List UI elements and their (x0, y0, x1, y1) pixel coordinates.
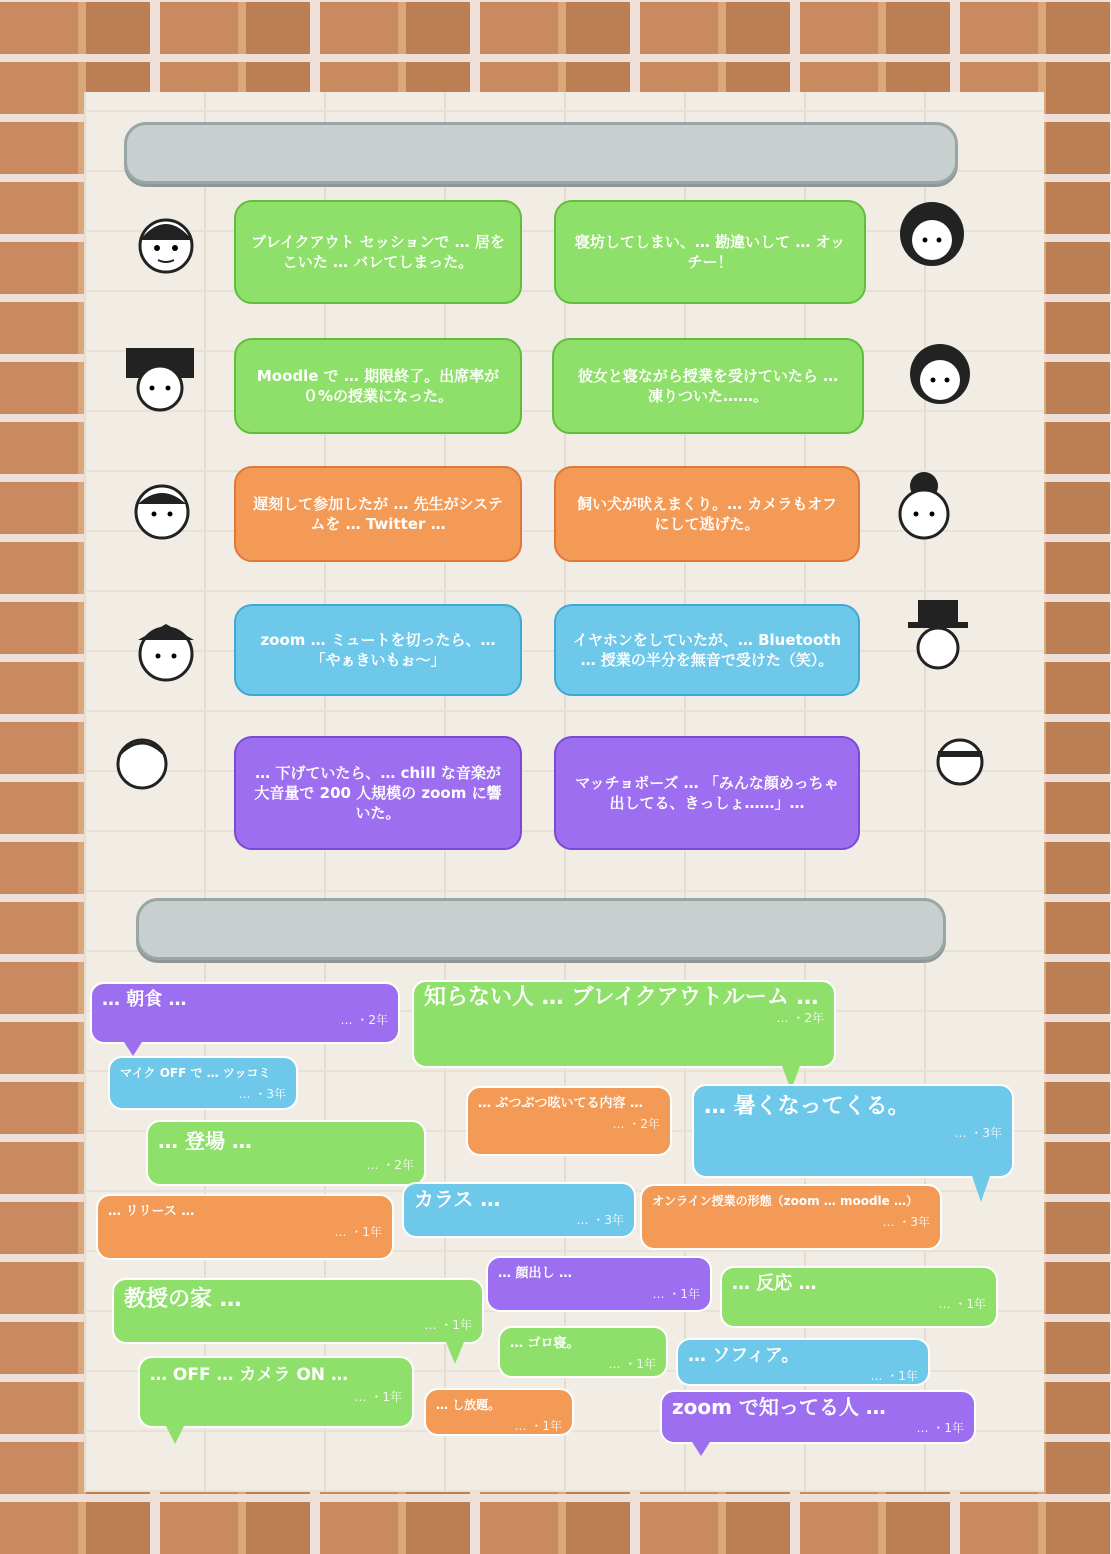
comment-credit: … ・1年 (334, 1225, 382, 1239)
comment-credit: … ・1年 (514, 1419, 562, 1433)
comment-text: … 暑くなってくる。 (704, 1094, 910, 1119)
comment-credit: … ・2年 (776, 1011, 824, 1025)
comment-credit: … ・3年 (238, 1087, 286, 1101)
comment-credit: … ・3年 (576, 1213, 624, 1227)
bottom-banner (136, 898, 946, 960)
comment-text: マイク OFF で … ツッコミ (120, 1066, 271, 1080)
comment-bubble (112, 1278, 484, 1344)
top-banner (124, 122, 958, 184)
comment-credit: … ・3年 (954, 1126, 1002, 1140)
comment-text: … リリース … (108, 1204, 195, 1219)
story-bubble (234, 466, 522, 562)
story-bubble (554, 604, 860, 696)
story-text: 寝坊してしまい、… 勘違いして … オッチー！ (574, 233, 846, 271)
comment-bubble (466, 1086, 672, 1156)
comment-text: … し放題。 (436, 1398, 501, 1412)
comment-credit: … ・1年 (424, 1318, 472, 1332)
comment-bubble (424, 1388, 574, 1436)
bubble-tail (446, 1342, 464, 1364)
comment-bubble (412, 980, 836, 1068)
comment-text: 知らない人 … ブレイクアウトルーム … (424, 985, 819, 1010)
story-bubble (554, 736, 860, 850)
story-text: イヤホンをしていたが、… Bluetooth … 授業の半分を無音で受けた（笑）。 (572, 631, 842, 669)
face-icon (122, 470, 202, 550)
comment-text: zoom で知ってる人 … (672, 1395, 886, 1419)
bubble-tail (166, 1426, 184, 1444)
comment-bubble (660, 1390, 976, 1444)
comment-bubble (640, 1184, 942, 1250)
story-text: 飼い犬が吠えまくり。… カメラもオフにして逃げた。 (577, 495, 837, 533)
comment-credit: … ・1年 (652, 1287, 700, 1301)
story-bubble (234, 338, 522, 434)
comment-bubble (90, 982, 400, 1044)
comment-text: オンライン授業の形態（zoom … moodle …） (652, 1194, 918, 1208)
story-text: 彼女と寝ながら授業を受けていたら … 凍りついた……。 (577, 367, 839, 405)
comment-credit: … ・1年 (354, 1390, 402, 1404)
story-bubble (554, 200, 866, 304)
story-text: Moodle で … 期限終了。出席率が０%の授業になった。 (256, 367, 500, 405)
comment-bubble (676, 1338, 930, 1386)
comment-text: … 反応 … (732, 1273, 817, 1294)
comment-text: … 朝食 … (102, 989, 187, 1010)
comment-credit: … ・2年 (340, 1013, 388, 1027)
face-icon (898, 596, 978, 676)
comment-credit: … ・1年 (938, 1297, 986, 1311)
face-icon (126, 202, 206, 282)
comment-text: … ソフィア。 (688, 1345, 800, 1366)
story-bubble (234, 200, 522, 304)
face-icon (120, 340, 200, 420)
comment-credit: … ・2年 (612, 1117, 660, 1131)
comment-bubble (498, 1326, 668, 1378)
face-icon (884, 466, 964, 546)
face-icon (900, 334, 980, 414)
comment-credit: … ・1年 (608, 1357, 656, 1371)
comment-text: カラス … (414, 1187, 501, 1211)
comment-bubble (720, 1266, 998, 1328)
comment-bubble (146, 1120, 426, 1186)
bubble-tail (692, 1442, 710, 1456)
bubble-tail (972, 1176, 990, 1202)
story-bubble (554, 466, 860, 562)
comment-text: … ぶつぶつ呟いてる内容 … (478, 1096, 644, 1111)
story-text: マッチョポーズ … 「みんな顔めっちゃ出してる、きっしょ……」… (575, 774, 839, 812)
bubble-tail (124, 1042, 142, 1056)
comment-text: 教授の家 … (124, 1287, 242, 1312)
comment-bubble (486, 1256, 712, 1312)
story-bubble (234, 736, 522, 850)
story-text: zoom … ミュートを切ったら、… 「やぁきいもぉ〜」 (260, 631, 496, 669)
comment-bubble (108, 1056, 298, 1110)
story-text: ブレイクアウト セッションで … 居をこいた … バレてしまった。 (251, 233, 505, 271)
comment-credit: … ・1年 (870, 1369, 918, 1383)
comment-credit: … ・2年 (366, 1158, 414, 1172)
story-bubble (552, 338, 864, 434)
comment-bubble (692, 1084, 1014, 1178)
comment-credit: … ・1年 (916, 1421, 964, 1435)
face-icon (126, 610, 206, 690)
comment-credit: … ・3年 (882, 1215, 930, 1229)
comment-text: … 登場 … (158, 1129, 252, 1153)
comment-bubble (402, 1182, 636, 1238)
comment-bubble (138, 1356, 414, 1428)
face-icon (920, 720, 1000, 800)
story-text: … 下げていたら、… chill な音楽が大音量で 200 人規模の zoom に響いた。 (254, 764, 502, 822)
comment-text: … ゴロ寝。 (510, 1336, 580, 1351)
face-icon (892, 194, 972, 274)
comment-text: … 顔出し … (498, 1266, 573, 1281)
comment-text: … OFF … カメラ ON … (150, 1365, 348, 1385)
face-icon (108, 724, 188, 804)
story-text: 遅刻して参加したが … 先生がシステムを … Twitter … (253, 495, 503, 533)
comment-bubble (96, 1194, 394, 1260)
story-bubble (234, 604, 522, 696)
